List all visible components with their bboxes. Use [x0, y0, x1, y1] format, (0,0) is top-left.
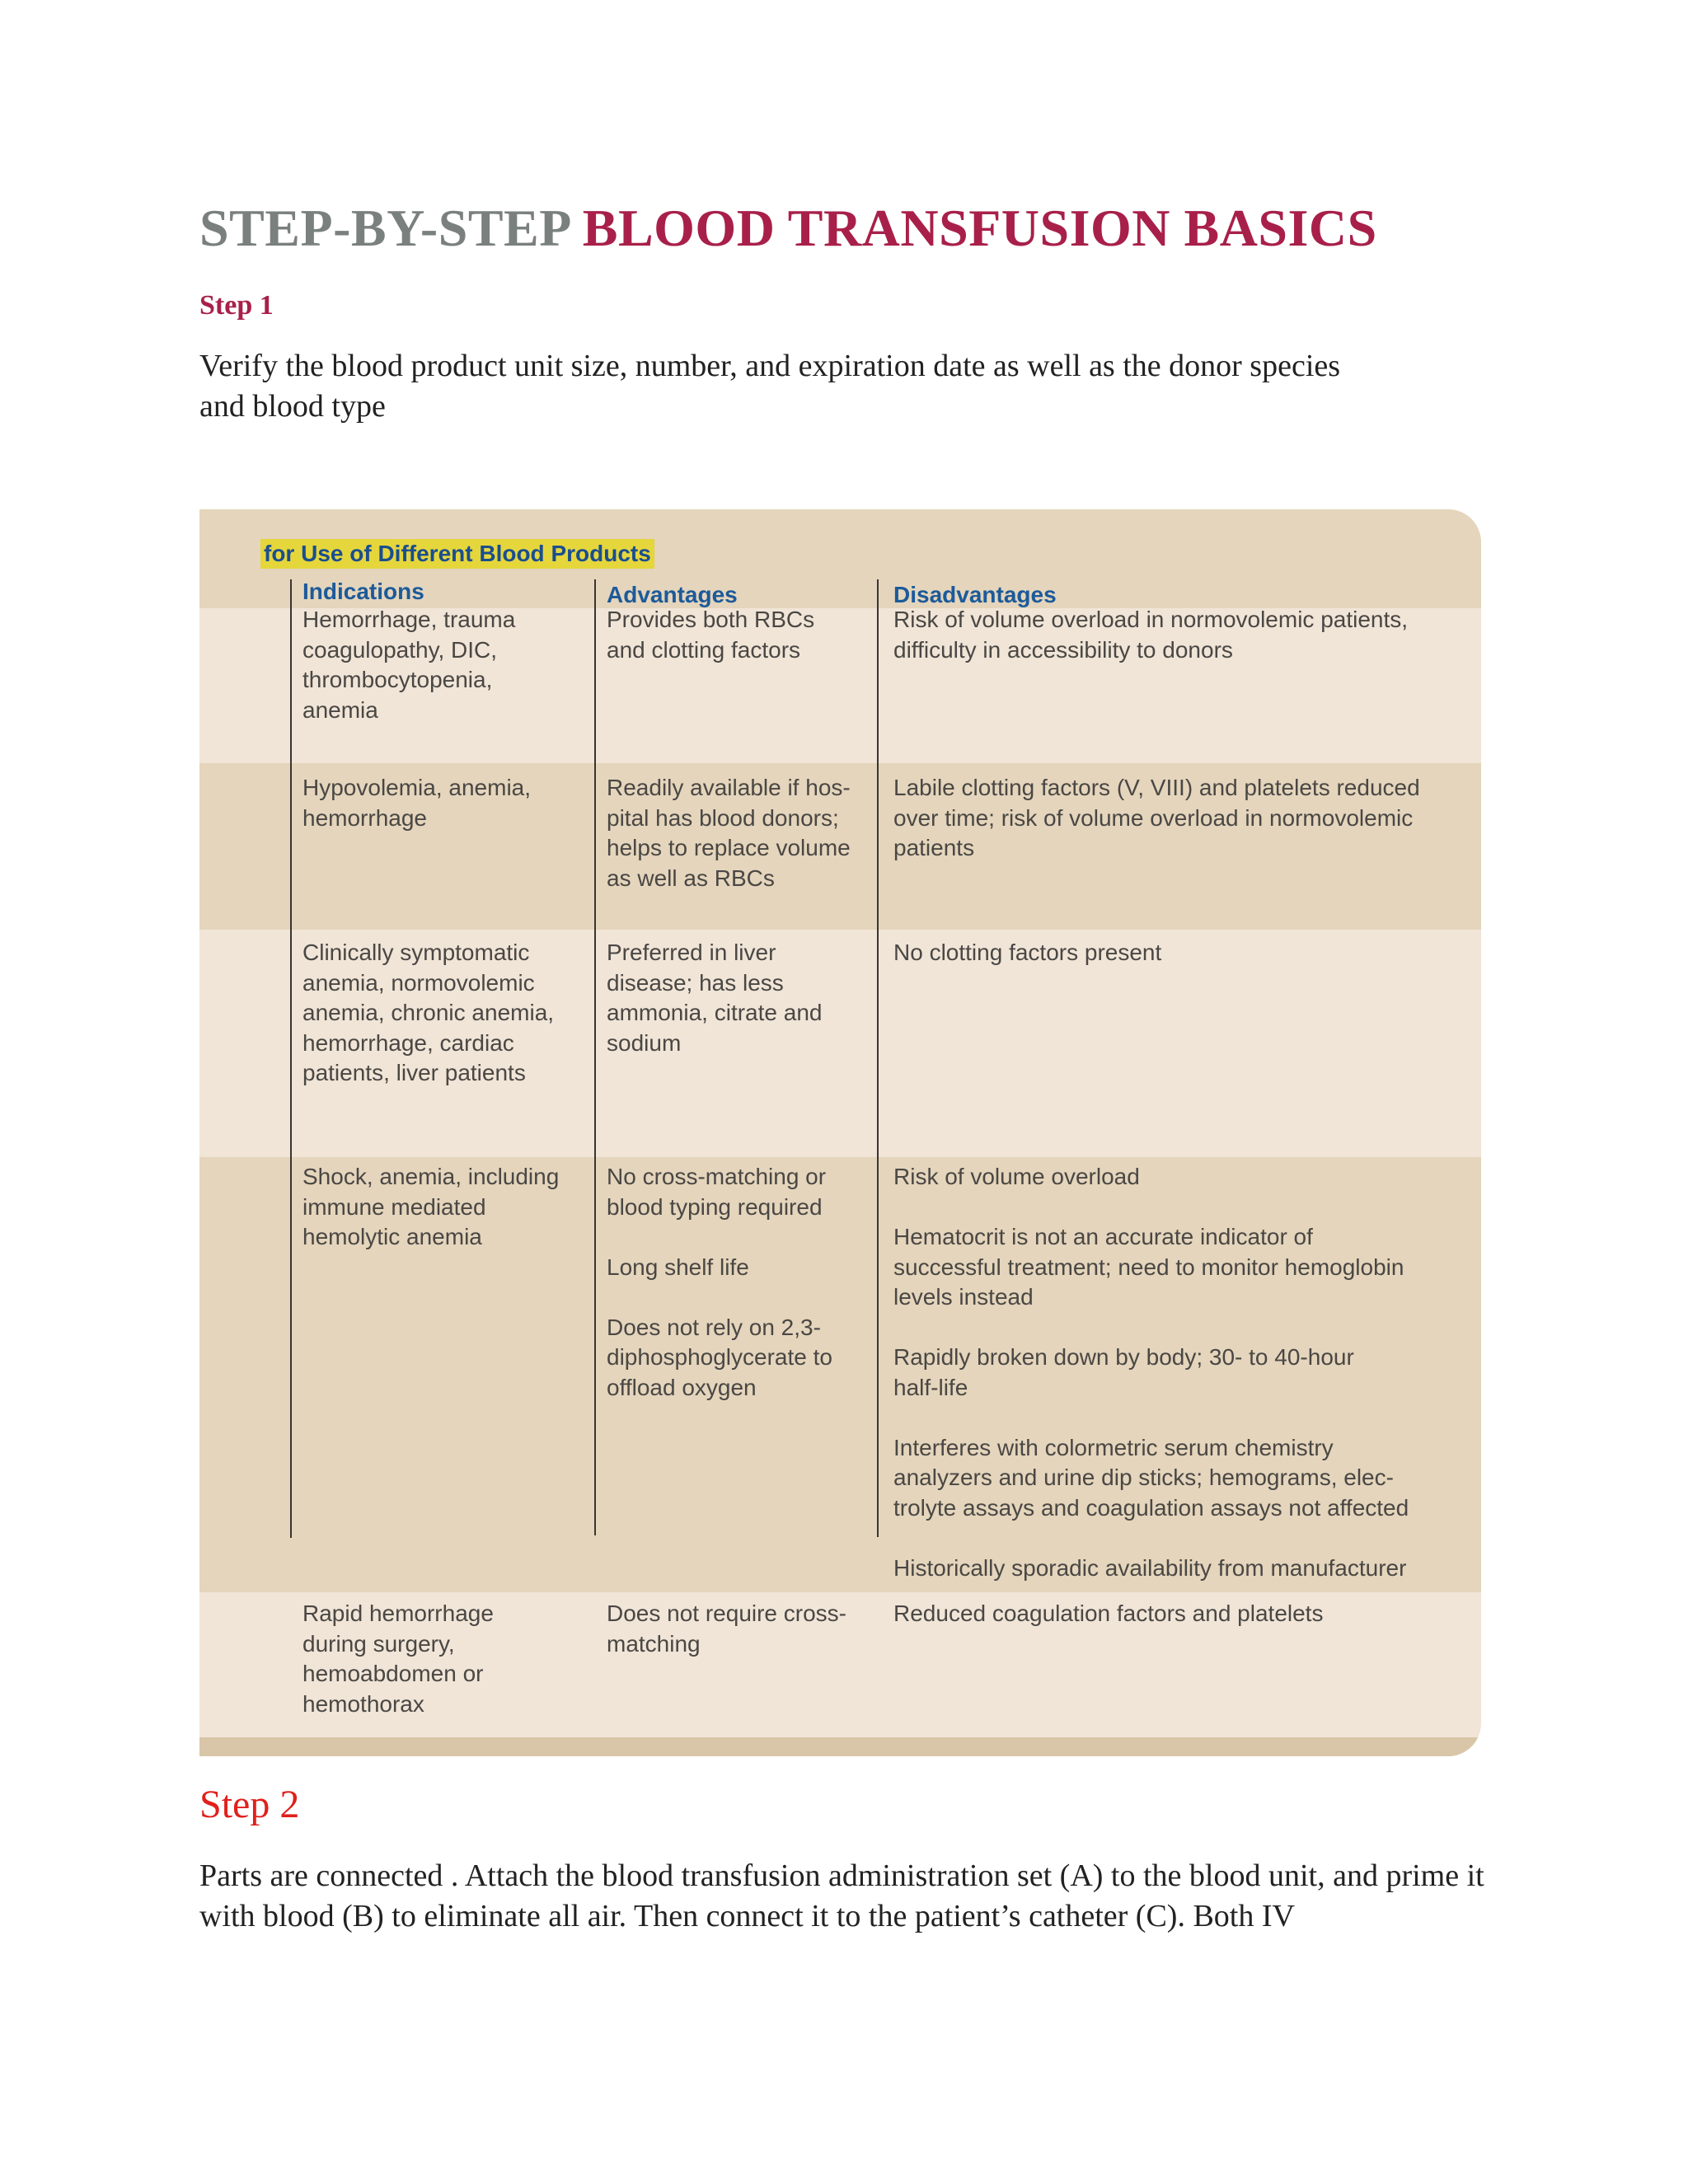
row-3-disadvantages: No clotting factors present	[893, 940, 1162, 965]
row-4-advantages: No cross-matching or blood typing required Long shelf life Does not rely on 2,3- diphosphoglycerate to offload oxygen	[607, 1164, 832, 1400]
header-advantages: Advantages	[607, 582, 738, 607]
blood-products-table	[199, 509, 1481, 1756]
row-4-disadvantages: Risk of volume overload Hematocrit is not an accurate indicator of successful treatment; need to monitor hemoglobin levels instead Rapidly broken down by body; 30- to 40-hour half-life Interferes with colormetric serum chemistry analyzers and urine dip sticks; hemograms, elec- trolyte assays and coagulation assays not affected Historically sporadic availability from manufacturer	[893, 1164, 1409, 1581]
column-divider-right	[877, 579, 879, 1537]
row-5-indications: Rapid hemorrhage during surgery, hemoabdomen or hemothorax	[302, 1601, 494, 1717]
row-1-indications: Hemorrhage, trauma coagulopathy, DIC, thrombocytopenia, anemia	[302, 607, 516, 723]
row-5-disadvantages: Reduced coagulation factors and platelets	[893, 1601, 1324, 1626]
title-prefix: STEP-BY-STEP	[199, 199, 570, 257]
row-5-advantages: Does not require cross- matching	[607, 1601, 847, 1657]
row-1-advantages: Provides both RBCs and clotting factors	[607, 607, 815, 663]
row-2-advantages: Readily available if hos- pital has blood donors; helps to replace volume as well as RBCs	[607, 775, 851, 891]
table-band-footer	[199, 1737, 1481, 1756]
row-4-indications: Shock, anemia, including immune mediated hemolytic anemia	[302, 1164, 560, 1249]
row-3-advantages: Preferred in liver disease; has less ammonia, citrate and sodium	[607, 940, 823, 1056]
row-1-disadvantages: Risk of volume overload in normovolemic patients, difficulty in accessibility to donors	[893, 607, 1409, 663]
row-3-indications: Clinically symptomatic anemia, normovolemic anemia, chronic anemia, hemorrhage, cardiac patients, liver patients	[302, 940, 555, 1085]
row-2-disadvantages: Labile clotting factors (V, VIII) and platelets reduced over time; risk of volume overload in normovolemic patients	[893, 775, 1420, 860]
row-2-indications: Hypovolemia, anemia, hemorrhage	[302, 775, 532, 831]
step1-heading: Step 1	[199, 290, 274, 321]
column-divider-left-lower	[290, 1410, 292, 1538]
table-caption: for Use of Different Blood Products	[260, 539, 654, 569]
title-main: BLOOD TRANSFUSION BASICS	[582, 199, 1377, 257]
column-divider-left	[290, 579, 292, 1410]
step1-text: Verify the blood product unit size, number, and expiration date as well as the donor species and blood type	[199, 349, 1341, 424]
header-indications: Indications	[302, 579, 424, 604]
header-disadvantages: Disadvantages	[893, 582, 1057, 607]
step2-heading: Step 2	[199, 1783, 300, 1826]
column-divider-middle	[594, 579, 596, 1535]
step2-text: Parts are connected . Attach the blood transfusion administration set (A) to the blood unit, and prime it with blood (B) to eliminate all air. Then connect it to the patient’s catheter (C). Both IV	[199, 1858, 1484, 1933]
page-title	[199, 198, 1377, 259]
